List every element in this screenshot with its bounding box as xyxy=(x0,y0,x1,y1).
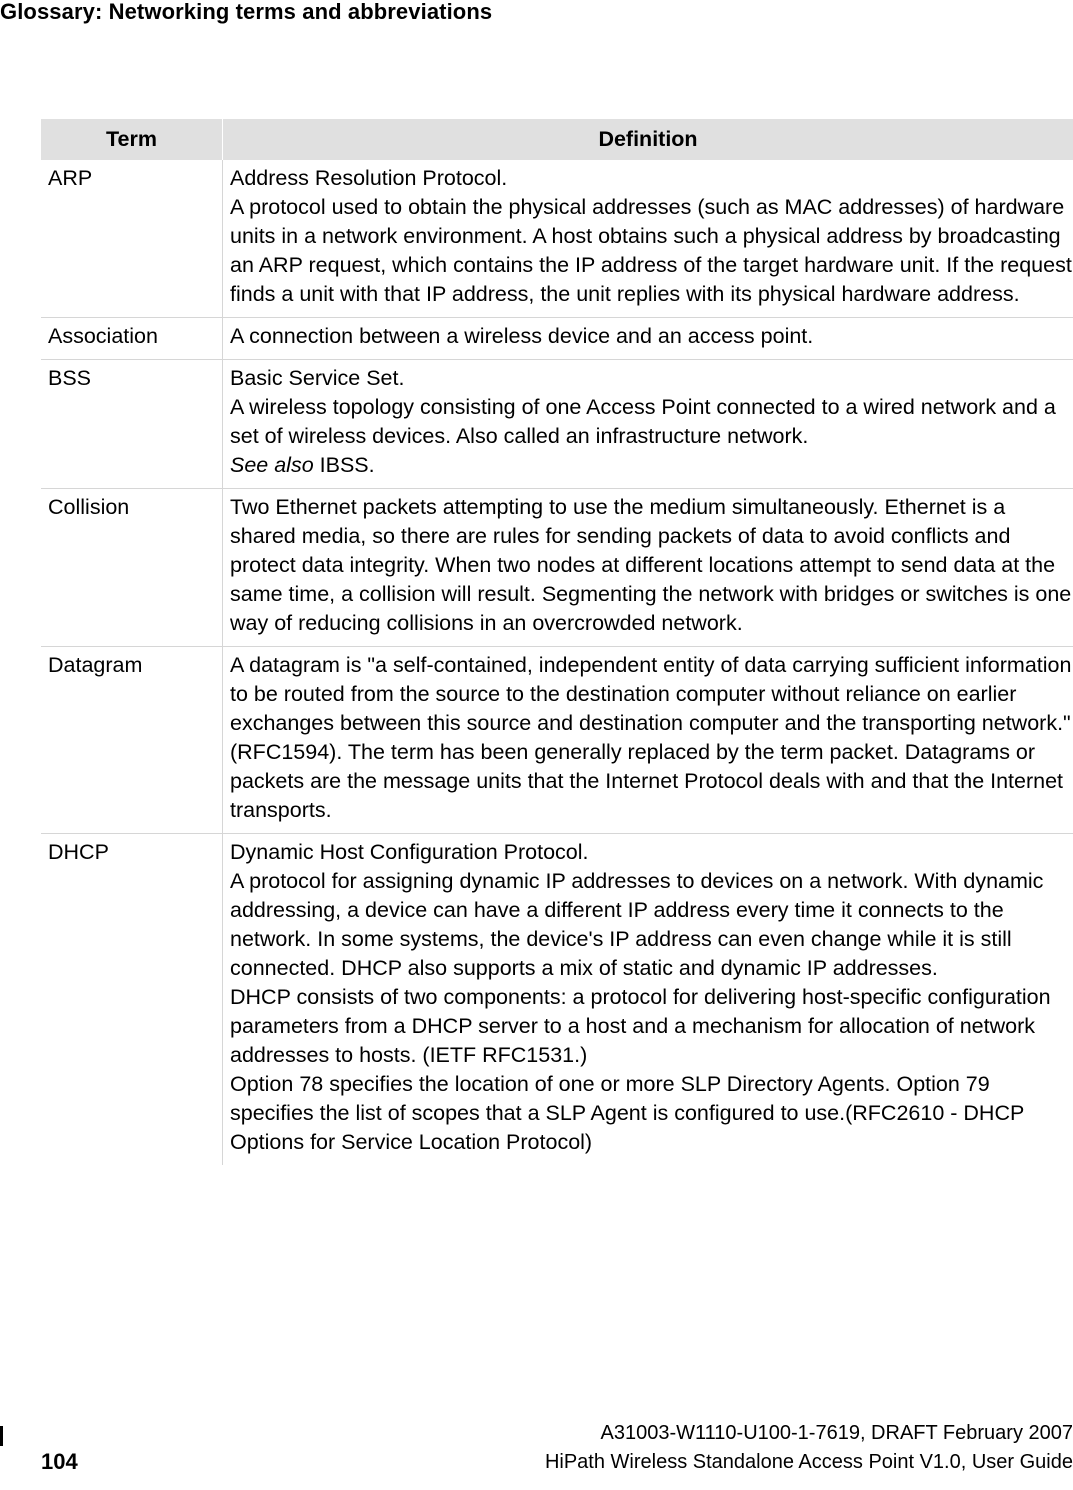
definition-line: Two Ethernet packets attempting to use the medium simultaneously. Ethernet is a shared media, so there are rules for sending packets of data to avoid conflicts and protect data integrity. When two nodes at different locations attempt to send data at the same time, a collision will result. Segmenting the network with bridges or switches is one way of reducing collisions in an overcrowded network. xyxy=(230,495,1072,635)
definition-collision xyxy=(223,489,1073,647)
see-also-line xyxy=(230,451,1073,480)
term-arp: ARP xyxy=(41,160,223,318)
table-row xyxy=(41,160,1073,318)
table-row xyxy=(41,318,1073,360)
footer-doc-id: A31003-W1110-U100-1-7619, DRAFT February 2007 xyxy=(600,1422,1073,1444)
see-also-reference: IBSS. xyxy=(319,453,375,477)
column-header-definition: Definition xyxy=(223,119,1073,160)
change-bar xyxy=(0,1426,3,1446)
page-number: 104 xyxy=(41,1449,78,1474)
definition-line: DHCP consists of two components: a protocol for delivering host-specific configuration parameters from a DHCP server to a host and a mechanism for allocation of network addresses to hosts. (IETF RFC1531.) xyxy=(230,985,1051,1067)
definition-line: A datagram is "a self-contained, independent entity of data carrying sufficient information to be routed from the source to the destination computer without reliance on earlier exchanges between this source and destination computer and the transporting network." (RFC1594). The term has been generally replaced by the term packet. Datagrams or packets are the message units that the Internet Protocol deals with and that the Internet transports. xyxy=(230,653,1072,822)
table-row xyxy=(41,360,1073,489)
definition-arp xyxy=(223,160,1073,318)
definition-line: Basic Service Set. xyxy=(230,366,405,390)
definition-dhcp xyxy=(223,834,1073,1166)
term-dhcp: DHCP xyxy=(41,834,223,1166)
definition-line: A protocol used to obtain the physical addresses (such as MAC addresses) of hardware units in a network environment. A host obtains such a physical address by broadcasting an ARP request, which contains the IP address of the target hardware unit. If the request finds a unit with that IP address, the unit replies with its physical hardware address. xyxy=(230,195,1072,306)
definition-bss xyxy=(223,360,1073,489)
term-bss: BSS xyxy=(41,360,223,489)
definition-line: A wireless topology consisting of one Access Point connected to a wired network and a set of wireless devices. Also called an infrastructure network. xyxy=(230,395,1056,448)
term-collision: Collision xyxy=(41,489,223,647)
term-association: Association xyxy=(41,318,223,360)
glossary-table xyxy=(41,119,1073,1165)
footer-doc-title: HiPath Wireless Standalone Access Point V1.0, User Guide xyxy=(544,1451,1073,1473)
definition-line: A protocol for assigning dynamic IP addresses to devices on a network. With dynamic addressing, a device can have a different IP address every time it connects to the network. In some systems, the device's IP address can even change while it is still connected. DHCP also supports a mix of static and dynamic IP addresses. xyxy=(230,869,1044,980)
definition-line: Address Resolution Protocol. xyxy=(230,166,508,190)
table-header-row xyxy=(41,119,1073,160)
footer-document-info xyxy=(545,1419,1073,1477)
column-header-term: Term xyxy=(41,119,223,160)
term-datagram: Datagram xyxy=(41,647,223,834)
definition-line: Option 78 specifies the location of one or more SLP Directory Agents. Option 79 specifies the list of scopes that a SLP Agent is configured to use.(RFC2610 - DHCP Options for Service Location Protocol) xyxy=(230,1072,1024,1154)
page-title: Glossary: Networking terms and abbreviations xyxy=(0,0,493,24)
table-row xyxy=(41,647,1073,834)
table-row xyxy=(41,834,1073,1166)
definition-association xyxy=(223,318,1073,360)
definition-line: Dynamic Host Configuration Protocol. xyxy=(230,840,589,864)
see-also-label: See also xyxy=(230,453,314,477)
definition-datagram xyxy=(223,647,1073,834)
definition-line: A connection between a wireless device and an access point. xyxy=(230,324,814,348)
table-row xyxy=(41,489,1073,647)
